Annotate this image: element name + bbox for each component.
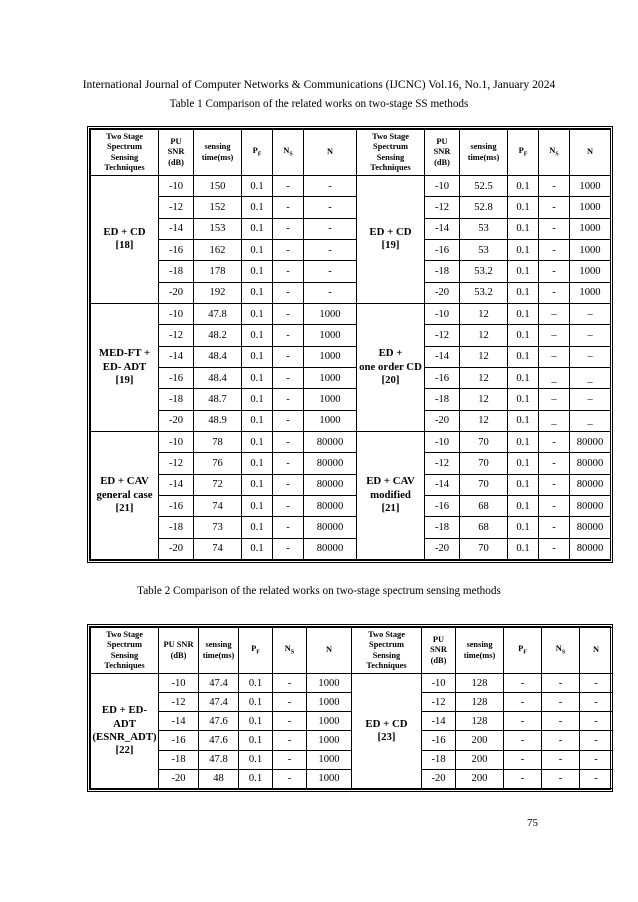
table-cell: – xyxy=(539,389,570,410)
table-cell: 0.1 xyxy=(242,282,273,303)
table-cell: -16 xyxy=(422,731,456,750)
table-cell: 1000 xyxy=(307,750,352,769)
table-cell: 0.1 xyxy=(242,410,273,431)
table-cell: 0.1 xyxy=(242,517,273,538)
table-cell: 80000 xyxy=(570,495,611,516)
table-cell: 48.9 xyxy=(194,410,242,431)
table-cell: - xyxy=(580,769,613,788)
table-row xyxy=(91,410,611,431)
table-cell: -18 xyxy=(159,261,194,282)
table-cell: - xyxy=(273,325,304,346)
table-cell: -16 xyxy=(159,367,194,388)
table-cell: - xyxy=(580,674,613,693)
technique-label: ED + ED-ADT (ESNR_ADT) [22] xyxy=(91,674,159,789)
table-cell: - xyxy=(273,453,304,474)
table-cell: - xyxy=(273,693,307,712)
technique-label: ED + CD [19] xyxy=(357,176,425,304)
table-cell: 0.1 xyxy=(508,367,539,388)
table-cell: 80000 xyxy=(304,495,357,516)
table-cell: _ xyxy=(570,367,611,388)
table-cell: 80000 xyxy=(570,431,611,452)
table-cell: – xyxy=(570,389,611,410)
table-cell: 0.1 xyxy=(508,218,539,239)
table-cell: 78 xyxy=(194,431,242,452)
table-cell: - xyxy=(304,218,357,239)
table-cell: 0.1 xyxy=(242,538,273,559)
table-cell: 0.1 xyxy=(242,453,273,474)
table-row xyxy=(91,517,611,538)
table-cell: - xyxy=(580,750,613,769)
table-cell: – xyxy=(570,303,611,324)
table-cell: 80000 xyxy=(304,474,357,495)
table-cell: 0.1 xyxy=(239,712,273,731)
table-cell: - xyxy=(580,731,613,750)
col-ns-header: $N_S$ xyxy=(273,130,304,176)
table-cell: 0.1 xyxy=(242,239,273,260)
table-cell: 74 xyxy=(194,495,242,516)
table-cell: -10 xyxy=(159,176,194,197)
col-sensing-time-header: sensing time(ms) xyxy=(456,628,504,674)
table-cell: -16 xyxy=(425,367,460,388)
table-cell: _ xyxy=(570,410,611,431)
col-sensing-time-header: sensing time(ms) xyxy=(194,130,242,176)
table-cell: 53.2 xyxy=(460,261,508,282)
table-row xyxy=(91,261,611,282)
table-cell: 192 xyxy=(194,282,242,303)
table-cell: 47.8 xyxy=(199,750,239,769)
table-row xyxy=(91,346,611,367)
table-cell: 12 xyxy=(460,346,508,367)
table-cell: 0.1 xyxy=(242,367,273,388)
col-n-header: N xyxy=(580,628,613,674)
table-cell: -16 xyxy=(425,239,460,260)
table-cell: 48.7 xyxy=(194,389,242,410)
table-cell: - xyxy=(539,218,570,239)
table-cell: - xyxy=(542,674,580,693)
table-cell: - xyxy=(539,517,570,538)
table-cell: -20 xyxy=(425,538,460,559)
table-cell: 0.1 xyxy=(508,261,539,282)
col-pf-header: $P_F$ xyxy=(504,628,542,674)
table-cell: -20 xyxy=(422,769,456,788)
technique-label: ED + one order CD [20] xyxy=(357,303,425,431)
table-cell: -18 xyxy=(159,389,194,410)
table1 xyxy=(87,126,613,563)
table-cell: 80000 xyxy=(304,538,357,559)
table-cell: -14 xyxy=(425,346,460,367)
table-cell: 1000 xyxy=(307,712,352,731)
table-cell: 1000 xyxy=(570,197,611,218)
table-row xyxy=(91,389,611,410)
table-cell: – xyxy=(539,303,570,324)
table-cell: 0.1 xyxy=(242,431,273,452)
table-cell: -20 xyxy=(159,410,194,431)
col-ns-header: $N_S$ xyxy=(273,628,307,674)
table-cell: 153 xyxy=(194,218,242,239)
col-technique-header: Two Stage Spectrum Sensing Techniques xyxy=(352,628,422,674)
table-cell: 80000 xyxy=(570,538,611,559)
table-row xyxy=(91,474,611,495)
table-cell: -18 xyxy=(159,517,194,538)
table-cell: - xyxy=(539,431,570,452)
col-pf-header: $P_F$ xyxy=(242,130,273,176)
table-cell: 1000 xyxy=(304,346,357,367)
table-cell: 52.8 xyxy=(460,197,508,218)
table-cell: -16 xyxy=(159,731,199,750)
table-cell: - xyxy=(304,261,357,282)
table-cell: -14 xyxy=(425,218,460,239)
table-cell: 0.1 xyxy=(508,495,539,516)
table-cell: - xyxy=(539,453,570,474)
table2-caption: Table 2 Comparison of the related works on two-stage spectrum sensing methods xyxy=(137,585,501,597)
table-cell: 0.1 xyxy=(239,674,273,693)
table-cell: 70 xyxy=(460,453,508,474)
table-row xyxy=(91,239,611,260)
table-cell: -18 xyxy=(425,261,460,282)
table-cell: - xyxy=(273,197,304,218)
table-cell: 70 xyxy=(460,474,508,495)
table-cell: -20 xyxy=(159,282,194,303)
table-cell: - xyxy=(304,197,357,218)
col-technique-header: Two Stage Spectrum Sensing Techniques xyxy=(357,130,425,176)
table-cell: -14 xyxy=(159,474,194,495)
table-cell: 128 xyxy=(456,693,504,712)
table-cell: -12 xyxy=(425,325,460,346)
table-cell: - xyxy=(539,176,570,197)
table-cell: - xyxy=(273,731,307,750)
table-cell: - xyxy=(273,538,304,559)
table-cell: - xyxy=(539,261,570,282)
table-cell: 53 xyxy=(460,239,508,260)
table-cell: - xyxy=(504,769,542,788)
table-cell: - xyxy=(273,769,307,788)
table-cell: 1000 xyxy=(304,410,357,431)
table-row xyxy=(91,367,611,388)
table-cell: - xyxy=(273,674,307,693)
table-cell: 80000 xyxy=(304,431,357,452)
table-cell: 0.1 xyxy=(508,474,539,495)
technique-label: ED + CD [23] xyxy=(352,674,422,789)
table-cell: -12 xyxy=(425,453,460,474)
table-cell: 0.1 xyxy=(508,197,539,218)
table-cell: 12 xyxy=(460,389,508,410)
table-cell: 1000 xyxy=(304,367,357,388)
col-technique-header: Two Stage Spectrum Sensing Techniques xyxy=(91,130,159,176)
table-cell: -12 xyxy=(159,197,194,218)
table2-header-row xyxy=(91,628,613,674)
table-cell: - xyxy=(273,346,304,367)
table-cell: 150 xyxy=(194,176,242,197)
table-cell: -16 xyxy=(425,495,460,516)
col-n-header: N xyxy=(307,628,352,674)
table-cell: - xyxy=(273,431,304,452)
table-cell: - xyxy=(542,712,580,731)
table-cell: - xyxy=(304,176,357,197)
table-cell: - xyxy=(273,218,304,239)
table-row xyxy=(91,431,611,452)
table-cell: – xyxy=(570,346,611,367)
technique-label: ED + CD [18] xyxy=(91,176,159,304)
col-pu-snr-header: PU SNR (dB) xyxy=(425,130,460,176)
table-row xyxy=(91,495,611,516)
table-cell: – xyxy=(570,325,611,346)
table-cell: - xyxy=(273,410,304,431)
col-pu-snr-header: PU SNR (dB) xyxy=(422,628,456,674)
col-pu-snr-header: PU SNR (dB) xyxy=(159,130,194,176)
table-cell: – xyxy=(539,346,570,367)
table-row xyxy=(91,674,613,693)
table-cell: -10 xyxy=(422,674,456,693)
table-cell: 1000 xyxy=(304,325,357,346)
table-cell: 128 xyxy=(456,674,504,693)
table-cell: 48 xyxy=(199,769,239,788)
table-cell: 0.1 xyxy=(242,389,273,410)
table-cell: - xyxy=(504,731,542,750)
col-n-header: N xyxy=(304,130,357,176)
table-cell: -18 xyxy=(422,750,456,769)
col-technique-header: Two Stage Spectrum Sensing Techniques xyxy=(91,628,159,674)
col-pf-header: $P_F$ xyxy=(508,130,539,176)
table-cell: 1000 xyxy=(570,239,611,260)
table-row xyxy=(91,538,611,559)
table-cell: 0.1 xyxy=(242,261,273,282)
table-cell: - xyxy=(539,538,570,559)
table-cell: 12 xyxy=(460,367,508,388)
table-cell: - xyxy=(539,282,570,303)
table-cell: 0.1 xyxy=(239,750,273,769)
table-cell: 12 xyxy=(460,325,508,346)
table-cell: 0.1 xyxy=(508,538,539,559)
table-cell: 128 xyxy=(456,712,504,731)
table-row xyxy=(91,303,611,324)
table-cell: 80000 xyxy=(304,517,357,538)
table-cell: 0.1 xyxy=(242,176,273,197)
table-cell: 1000 xyxy=(570,218,611,239)
table-cell: 80000 xyxy=(570,453,611,474)
table2 xyxy=(87,624,613,792)
table-cell: 0.1 xyxy=(508,410,539,431)
table-cell: 1000 xyxy=(307,731,352,750)
table-cell: - xyxy=(273,495,304,516)
table-cell: 0.1 xyxy=(508,239,539,260)
table-cell: - xyxy=(273,517,304,538)
table-cell: 0.1 xyxy=(239,769,273,788)
table-row xyxy=(91,218,611,239)
table-cell: 0.1 xyxy=(242,303,273,324)
table-cell: 48.4 xyxy=(194,367,242,388)
table-cell: -14 xyxy=(159,712,199,731)
table-cell: - xyxy=(304,282,357,303)
table-cell: -18 xyxy=(425,517,460,538)
table-cell: - xyxy=(273,261,304,282)
table-cell: - xyxy=(504,712,542,731)
table-cell: 80000 xyxy=(304,453,357,474)
table-cell: -14 xyxy=(159,346,194,367)
col-sensing-time-header: sensing time(ms) xyxy=(199,628,239,674)
table-cell: - xyxy=(504,693,542,712)
table-cell: 1000 xyxy=(307,769,352,788)
table-cell: - xyxy=(580,712,613,731)
table-cell: 0.1 xyxy=(508,325,539,346)
table-cell: - xyxy=(304,239,357,260)
table-cell: - xyxy=(539,474,570,495)
table-cell: 0.1 xyxy=(242,218,273,239)
table-cell: 52.5 xyxy=(460,176,508,197)
table-cell: - xyxy=(273,474,304,495)
table-cell: – xyxy=(539,325,570,346)
table-cell: -20 xyxy=(425,282,460,303)
table-cell: 1000 xyxy=(570,282,611,303)
table-cell: 48.4 xyxy=(194,346,242,367)
table-cell: 0.1 xyxy=(508,346,539,367)
table-cell: - xyxy=(273,282,304,303)
table-cell: 0.1 xyxy=(508,303,539,324)
table1-header-row xyxy=(91,130,611,176)
table-cell: 80000 xyxy=(570,517,611,538)
table-cell: 1000 xyxy=(304,389,357,410)
table-cell: -12 xyxy=(159,453,194,474)
technique-label: ED + CAV general case [21] xyxy=(91,431,159,559)
table-cell: -12 xyxy=(422,693,456,712)
table-cell: - xyxy=(273,712,307,731)
table-cell: -10 xyxy=(425,176,460,197)
table-row xyxy=(91,282,611,303)
table-cell: 12 xyxy=(460,303,508,324)
table-cell: - xyxy=(273,239,304,260)
table-cell: 0.1 xyxy=(239,693,273,712)
table-cell: 0.1 xyxy=(242,474,273,495)
table-cell: -14 xyxy=(159,218,194,239)
table-cell: -20 xyxy=(159,769,199,788)
technique-label: ED + CAV modified [21] xyxy=(357,431,425,559)
table-row xyxy=(91,453,611,474)
table-cell: 47.6 xyxy=(199,712,239,731)
table-row xyxy=(91,176,611,197)
table-cell: -18 xyxy=(425,389,460,410)
table-cell: 47.4 xyxy=(199,693,239,712)
table-cell: _ xyxy=(539,410,570,431)
table-cell: - xyxy=(273,176,304,197)
table-cell: -12 xyxy=(159,325,194,346)
table-cell: - xyxy=(539,495,570,516)
table-cell: 0.1 xyxy=(508,176,539,197)
table-cell: 0.1 xyxy=(242,325,273,346)
table-cell: 73 xyxy=(194,517,242,538)
table-cell: - xyxy=(273,367,304,388)
table-cell: - xyxy=(542,750,580,769)
table-cell: -16 xyxy=(159,495,194,516)
table-cell: 0.1 xyxy=(508,517,539,538)
page-number: 75 xyxy=(527,817,538,829)
table-cell: 47.4 xyxy=(199,674,239,693)
col-sensing-time-header: sensing time(ms) xyxy=(460,130,508,176)
table-row xyxy=(91,197,611,218)
table-cell: 68 xyxy=(460,517,508,538)
table-cell: -12 xyxy=(425,197,460,218)
table1-caption: Table 1 Comparison of the related works on two-stage SS methods xyxy=(169,98,469,110)
col-n-header: N xyxy=(570,130,611,176)
table-cell: - xyxy=(542,693,580,712)
table-cell: - xyxy=(273,303,304,324)
table-cell: 47.6 xyxy=(199,731,239,750)
table-cell: -14 xyxy=(425,474,460,495)
table-cell: 0.1 xyxy=(508,453,539,474)
table-cell: -18 xyxy=(159,750,199,769)
table-cell: - xyxy=(273,389,304,410)
table-cell: 152 xyxy=(194,197,242,218)
table-cell: - xyxy=(504,750,542,769)
table-row xyxy=(91,325,611,346)
table-cell: 0.1 xyxy=(508,389,539,410)
col-pu-snr-header: PU SNR (dB) xyxy=(159,628,199,674)
table-cell: 200 xyxy=(456,769,504,788)
col-ns-header: $N_S$ xyxy=(539,130,570,176)
table-cell: 48.2 xyxy=(194,325,242,346)
table-cell: 0.1 xyxy=(508,431,539,452)
table-cell: - xyxy=(539,239,570,260)
table-cell: 53 xyxy=(460,218,508,239)
technique-label: MED-FT + ED- ADT [19] xyxy=(91,303,159,431)
table-cell: -14 xyxy=(422,712,456,731)
table-cell: -20 xyxy=(159,538,194,559)
table-cell: 70 xyxy=(460,431,508,452)
table-cell: -10 xyxy=(159,674,199,693)
table-cell: 80000 xyxy=(570,474,611,495)
table-cell: 200 xyxy=(456,750,504,769)
table-cell: _ xyxy=(539,367,570,388)
table-cell: -10 xyxy=(425,303,460,324)
table-cell: 1000 xyxy=(570,261,611,282)
table-cell: - xyxy=(539,197,570,218)
table-cell: 0.1 xyxy=(508,282,539,303)
table-cell: 0.1 xyxy=(242,197,273,218)
table-cell: 47.8 xyxy=(194,303,242,324)
table-cell: - xyxy=(504,674,542,693)
table-cell: 72 xyxy=(194,474,242,495)
col-pf-header: $P_F$ xyxy=(239,628,273,674)
col-ns-header: $N_S$ xyxy=(542,628,580,674)
table-cell: 76 xyxy=(194,453,242,474)
table-cell: 162 xyxy=(194,239,242,260)
table-cell: -10 xyxy=(159,431,194,452)
table-cell: 178 xyxy=(194,261,242,282)
table-cell: 1000 xyxy=(307,674,352,693)
table-cell: -20 xyxy=(425,410,460,431)
table-cell: - xyxy=(542,769,580,788)
table-cell: 68 xyxy=(460,495,508,516)
table-cell: 1000 xyxy=(304,303,357,324)
table-cell: 70 xyxy=(460,538,508,559)
table-cell: -16 xyxy=(159,239,194,260)
table-cell: 53.2 xyxy=(460,282,508,303)
journal-header: International Journal of Computer Networks & Communications (IJCNC) Vol.16, No.1, January 2024 xyxy=(82,78,556,91)
table-cell: 0.1 xyxy=(242,346,273,367)
table-cell: -10 xyxy=(159,303,194,324)
table-cell: - xyxy=(273,750,307,769)
table-cell: - xyxy=(580,693,613,712)
table-cell: -10 xyxy=(425,431,460,452)
table-cell: 1000 xyxy=(307,693,352,712)
table-cell: 12 xyxy=(460,410,508,431)
table-cell: 74 xyxy=(194,538,242,559)
table-cell: 0.1 xyxy=(239,731,273,750)
table-cell: 0.1 xyxy=(242,495,273,516)
table-cell: - xyxy=(542,731,580,750)
table-cell: 200 xyxy=(456,731,504,750)
table-cell: 1000 xyxy=(570,176,611,197)
table-cell: -12 xyxy=(159,693,199,712)
